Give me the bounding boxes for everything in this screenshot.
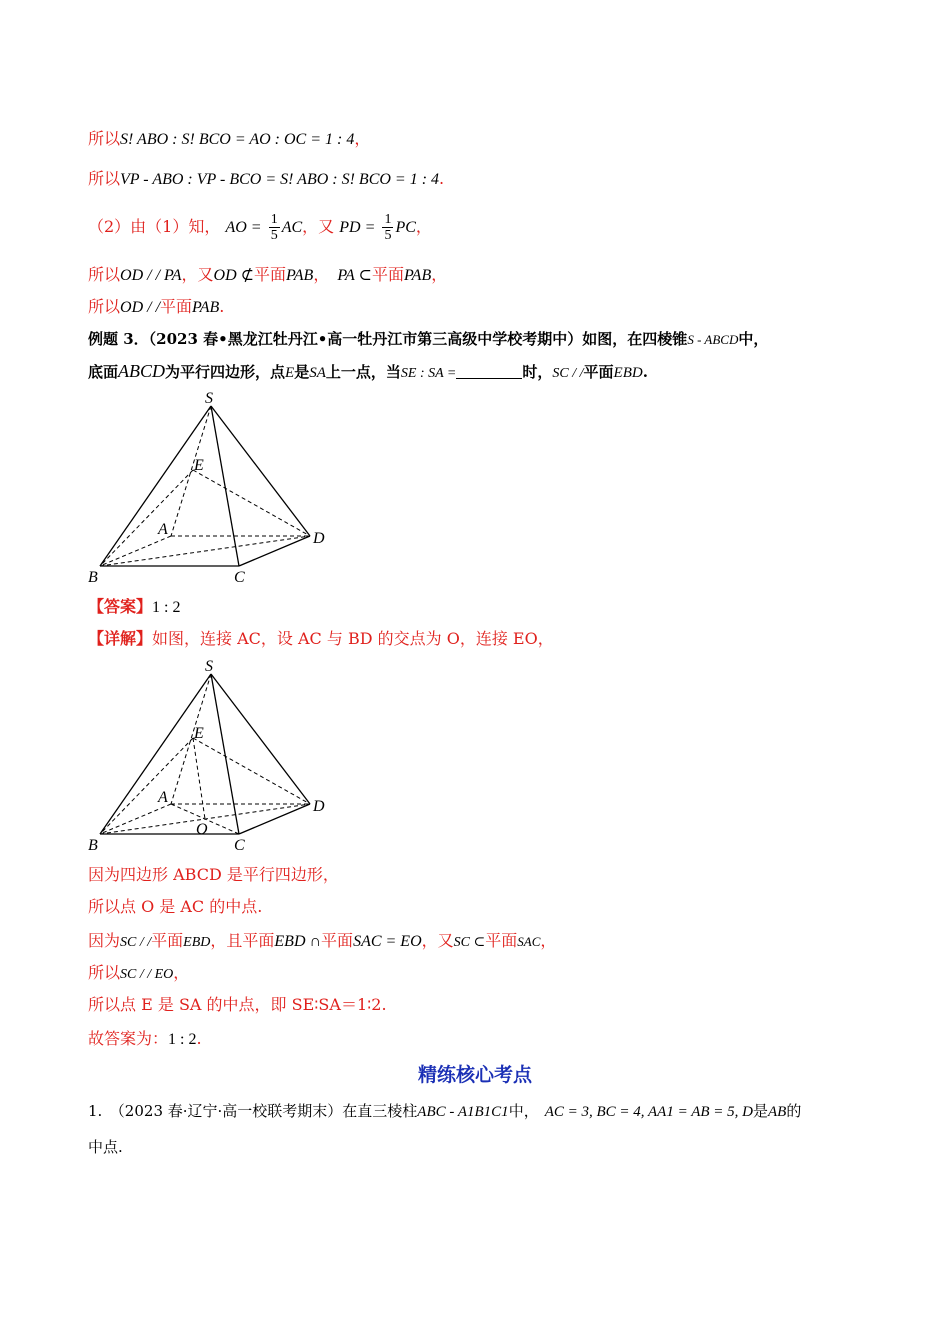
detail-line	[88, 628, 862, 650]
fraction-one-fifth	[269, 212, 280, 243]
text: 为平行四边形，点	[165, 363, 286, 381]
text: 所以点 E 是 SA 的中点，即 SE∶SA＝1∶2.	[88, 995, 387, 1014]
hidden-edges	[100, 406, 310, 566]
fraction-one-fifth	[382, 212, 393, 243]
math: AC	[281, 219, 303, 236]
math: EBD ∩	[274, 933, 322, 950]
text: ，又	[421, 931, 454, 950]
answer-label: 【答案】	[88, 597, 153, 616]
math: SA	[309, 365, 326, 381]
label-D: D	[313, 530, 325, 547]
text: 上一点，当	[325, 363, 401, 381]
math: ABCD	[118, 361, 166, 381]
detail-text: 如图，连接 AC，设 AC 与 BD 的交点为 O，连接 EO，	[152, 629, 554, 648]
edge-SD	[211, 406, 310, 536]
solution-line-5	[88, 296, 862, 319]
proof-line-2	[88, 896, 862, 918]
math: SC / /	[120, 935, 152, 950]
label-A: A	[158, 521, 168, 538]
math: PA ⊂	[337, 267, 372, 284]
math: OD / / PA	[120, 267, 182, 284]
text: 平面	[371, 265, 404, 284]
text: .	[196, 1029, 202, 1048]
label-O: O	[196, 821, 208, 838]
edge-CD	[239, 536, 310, 566]
label-D: D	[313, 798, 325, 815]
edge-SB	[100, 406, 211, 566]
math: ABC - A1B1C1	[417, 1104, 509, 1120]
text: 平面	[321, 931, 354, 950]
math: S - ABCD	[687, 332, 739, 347]
solution-line-2	[88, 168, 862, 191]
math: OD ⊄	[213, 267, 255, 284]
math: PAB	[192, 299, 220, 316]
text: 1. （2023 春·辽宁·高一校联考期末）在直三棱柱	[88, 1102, 418, 1120]
math: SAC	[517, 934, 541, 949]
math-volume-ratio: VP - ABO : VP - BCO = S! ABO : S! BCO = 1 : 4	[120, 171, 440, 188]
denominator: 5	[384, 228, 392, 243]
label-C: C	[234, 569, 245, 586]
text: 时，	[522, 363, 553, 381]
math: SC / / EO	[120, 967, 174, 982]
math: AC = 3, BC = 4, AA1 = AB = 5, D	[544, 1104, 753, 1120]
math: SE : SA =	[400, 366, 457, 381]
math: PAB	[286, 267, 314, 284]
answer-value: 1 : 2	[152, 599, 181, 616]
edge-SA	[171, 674, 211, 804]
text: 的	[786, 1102, 802, 1120]
edge-SC	[211, 674, 239, 834]
math: E	[285, 365, 295, 381]
numerator: 1	[270, 212, 278, 227]
math: 1 : 2	[168, 1031, 197, 1048]
text: 是	[294, 363, 310, 381]
proof-line-6	[88, 1028, 862, 1051]
edge-EB	[100, 738, 193, 834]
solid-edges	[100, 674, 310, 834]
text: 所以	[88, 169, 121, 188]
text: 中，	[508, 1102, 539, 1120]
proof-line-5	[88, 994, 862, 1016]
label-A: A	[158, 789, 168, 806]
text: ，	[354, 129, 371, 148]
solution-line-4	[88, 264, 862, 287]
math: PD =	[339, 219, 376, 236]
text: ，	[431, 265, 448, 284]
math: AO =	[225, 219, 262, 236]
proof-line-4	[88, 962, 862, 986]
text: 平面	[160, 297, 193, 316]
example-3-question	[88, 360, 862, 385]
edge-SA	[171, 406, 211, 536]
text: ，又	[181, 265, 214, 284]
text: 平面	[583, 363, 614, 381]
solution-line-1	[88, 128, 862, 151]
proof-line-1	[88, 864, 862, 886]
answer-line	[88, 596, 862, 619]
pyramid-figure-1	[80, 388, 340, 588]
text: ，	[173, 963, 190, 982]
solid-edges	[100, 406, 310, 566]
exercise-1-line-1	[88, 1100, 862, 1123]
edge-CD	[239, 804, 310, 834]
edge-ED	[193, 738, 310, 804]
math: EBD	[613, 365, 643, 381]
text: 所以	[88, 265, 121, 284]
text: 底面	[88, 363, 119, 381]
numerator: 1	[384, 212, 392, 227]
text: 中点.	[88, 1138, 123, 1156]
text: ，且平面	[210, 931, 275, 950]
label-B: B	[88, 837, 98, 854]
text: ，	[540, 931, 557, 950]
proof-line-3	[88, 930, 862, 954]
text: ，	[313, 265, 330, 284]
math: OD / /	[120, 299, 161, 316]
math: SC ⊂	[453, 935, 486, 950]
edge-ED	[193, 470, 310, 536]
label-E: E	[194, 457, 204, 474]
text: 所以	[88, 297, 121, 316]
text: .	[642, 363, 648, 381]
text: .	[439, 169, 445, 188]
text: 平面	[254, 265, 287, 284]
solution-line-3	[88, 210, 862, 245]
edge-BD	[100, 536, 310, 566]
math: PAB	[403, 267, 432, 284]
text: 中，	[738, 330, 769, 348]
text: 平面	[151, 931, 184, 950]
text: 所以	[88, 963, 121, 982]
label-E: E	[194, 725, 204, 742]
edge-SC	[211, 406, 239, 566]
label-C: C	[234, 837, 245, 854]
math-ratio: S! ABO : S! BCO = AO : OC = 1 : 4	[120, 131, 355, 148]
text: 例题 3．（2023 春•黑龙江牡丹江•高一牡丹江市第三高级中学校考期中）如图，在四棱锥	[88, 330, 688, 348]
exercise-1-line-2	[88, 1136, 862, 1158]
text: .	[219, 297, 225, 316]
edge-SB	[100, 674, 211, 834]
text: 因为	[88, 931, 121, 950]
text: 是	[752, 1102, 768, 1120]
math: SC / /	[552, 366, 584, 381]
text: （2）由（1）知，	[88, 217, 221, 236]
math: EBD	[183, 935, 211, 950]
section-title: 精练核心考点	[417, 1064, 532, 1086]
edge-EO	[193, 738, 205, 819]
edge-SD	[211, 674, 310, 804]
text: ，又	[302, 217, 335, 236]
text: ，	[415, 217, 432, 236]
label-B: B	[88, 569, 98, 586]
hidden-edges	[100, 674, 310, 834]
text: 所以	[88, 129, 121, 148]
pyramid-figure-2	[80, 656, 340, 856]
detail-label: 【详解】	[88, 629, 153, 648]
answer-blank	[456, 362, 522, 379]
text: 平面	[485, 931, 518, 950]
text: 因为四边形 ABCD 是平行四边形，	[88, 865, 339, 884]
denominator: 5	[270, 228, 278, 243]
text: 所以点 O 是 AC 的中点.	[88, 897, 263, 916]
math: AB	[767, 1104, 787, 1120]
math: PC	[395, 219, 416, 236]
edge-EB	[100, 470, 193, 566]
label-S: S	[205, 390, 213, 407]
text: 故答案为：	[88, 1029, 169, 1048]
math: SAC = EO	[353, 933, 422, 950]
example-3-header	[88, 328, 862, 351]
label-S: S	[205, 658, 213, 675]
